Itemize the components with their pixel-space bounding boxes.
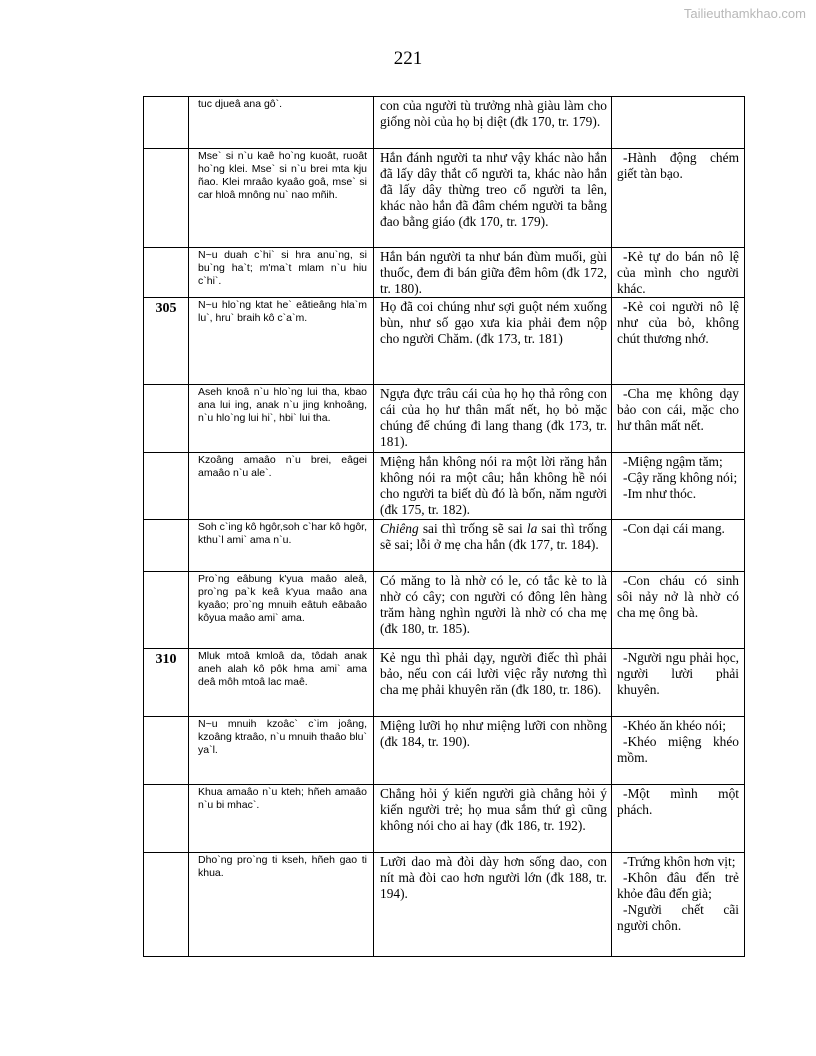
row-number: 310 [144,649,189,717]
translation: Có măng to là nhờ có le, có tắc kè to là nhờ có cây; con người có đông lên hàng trăm hàng nghìn người là nhờ có cha mẹ (đk 180, tr. 185). [374,572,612,649]
equivalent [612,149,745,248]
row-number: 305 [144,298,189,385]
source-proverb: Kzoâng amaâo n`u brei, eâgei amaâo n`u ale`. [189,453,374,520]
table-row [144,453,745,520]
table-row [144,248,745,298]
equivalent [612,298,745,385]
equivalent [612,453,745,520]
equivalent [612,97,745,149]
row-number [144,149,189,248]
translation: Lưỡi dao mà đòi dày hơn sống dao, con nít mà đòi cao hơn người lớn (đk 188, tr. 194). [374,853,612,957]
row-number [144,572,189,649]
equivalent [612,853,745,957]
translation-italic: la [526,521,538,536]
equivalent-line: -Trứng khôn hơn vịt; [623,854,736,869]
table-row [144,785,745,853]
equivalent [612,385,745,453]
equivalent-line: -Hành động chém giết tàn bạo. [617,150,739,181]
table-row [144,717,745,785]
proverb-table [143,96,745,957]
source-proverb: Soh c`ing kô hgôr,soh c`har kô hgôr, kthu`l ami` ama n`u. [189,520,374,572]
translation: Hắn bán người ta như bán đùm muối, gùi thuốc, đem đi bán giữa đêm hôm (đk 172, tr. 180). [374,248,612,298]
equivalent [612,717,745,785]
row-number [144,717,189,785]
equivalent-line: -Im như thóc. [623,486,697,501]
source-proverb: N~u duah c`hi` si hra anu`ng, si bu`ng ha`t; m'ma`t mlam n`u hiu c`hi`. [189,248,374,298]
row-number [144,385,189,453]
equivalent-line: -Cha mẹ không dạy bảo con cái, mặc cho hư thân mất nết. [617,386,739,433]
equivalent-line: -Người ngu phải học, người lười phải khuyên. [617,650,739,697]
row-number [144,520,189,572]
row-number [144,97,189,149]
equivalent-line: -Khôn đâu đến trẻ khỏe đâu đến già; [617,870,739,901]
equivalent [612,649,745,717]
translation: Hắn đánh người ta như vậy khác nào hắn đã lấy dây thắt cổ người ta, khác nào hắn đã lấy dây thừng treo cổ người ta lên, khác nào hắn đã đâm chém người ta bằng đao bằng giáo (đk 170, tr. 179). [374,149,612,248]
equivalent [612,785,745,853]
source-proverb: N~u mnuih kzoâc` c`im joâng, kzoâng ktraâo, n`u mnuih thaâo blu` ya`l. [189,717,374,785]
translation-part: sai thì trống sẽ sai; lỗi ở mẹ cha hắn (đk 177, tr. 184). [380,521,607,552]
equivalent-line: -Con dại cái mang. [623,521,725,536]
translation: Miệng lưỡi họ như miệng lưỡi con nhồng (đk 184, tr. 190). [374,717,612,785]
equivalent-line: -Một mình một phách. [617,786,739,817]
equivalent-line: -Khéo ăn khéo nói; [623,718,727,733]
equivalent-line: -Kẻ tự do bán nô lệ của mình cho người khác. [617,249,739,296]
row-number [144,453,189,520]
source-proverb: tuc djueâ ana gô`. [189,97,374,149]
source-proverb: Aseh knoâ n`u hlo`ng lui tha, kbao ana lui ing, anak n`u jing knhoâng, n`u hlo`ng lui hi`, hbi` lui tha. [189,385,374,453]
source-proverb: Dho`ng pro`ng ti kseh, hñeh gao ti khua. [189,853,374,957]
watermark: Tailieuthamkhao.com [683,6,806,21]
source-proverb: Pro`ng eâbung k'yua maâo aleâ, pro`ng pa`k keâ k'yua maâo ana kyaâo; pro`ng mnuih eâtuh eâbaâo kôyua maâo ami` ama. [189,572,374,649]
equivalent [612,572,745,649]
translation: Miệng hắn không nói ra một lời răng hắn không nói ra một câu; hắn không hề nói cho người ta biết dù đó là bốn, năm người (đk 175, tr. 182). [374,453,612,520]
source-proverb: N~u hlo`ng ktat he` eâtieâng hla`m lu`, hru` braih kô c`a`m. [189,298,374,385]
row-number [144,853,189,957]
table-row [144,149,745,248]
translation [374,520,612,572]
translation: Kẻ ngu thì phải dạy, người điếc thì phải bảo, nếu con cái lười việc rẫy nương thì cha mẹ phải khuyên răn (đk 180, tr. 186). [374,649,612,717]
source-proverb: Mluk mtoâ kmloâ da, tôdah anak aneh alah kô pôk hma ami` ama deâ môh mtoâ lac maê. [189,649,374,717]
page-number: 221 [393,48,423,69]
translation-part: sai thì trống sẽ sai [418,521,527,536]
table-row [144,385,745,453]
translation: Họ đã coi chúng như sợi guột ném xuống bùn, như số gạo xưa kia phải đem nộp cho người Chăm. (đk 173, tr. 181) [374,298,612,385]
row-number [144,248,189,298]
table-row [144,649,745,717]
equivalent-line: -Người chết cãi người chôn. [617,902,739,933]
equivalent-line: -Khéo miệng khéo mồm. [617,734,739,765]
equivalent-line: -Cậy răng không nói; [623,470,738,485]
equivalent [612,520,745,572]
equivalent [612,248,745,298]
row-number [144,785,189,853]
table-row [144,97,745,149]
equivalent-line: -Con cháu có sinh sôi nảy nở là nhờ có cha mẹ ông bà. [617,573,739,620]
translation: Chẳng hỏi ý kiến người già chẳng hỏi ý kiến người trẻ; họ mua sắm thứ gì cũng không nói cho ai hay (đk 186, tr. 192). [374,785,612,853]
source-proverb: Mse` si n`u kaê ho`ng kuoât, ruoât ho`ng klei. Mse` si n`u brei mta kju ñao. Klei mraâo kyaâo goâ, mse` si car hloâ mnông nu` nao mñih. [189,149,374,248]
equivalent-line: -Miệng ngậm tăm; [623,454,723,469]
translation: Ngựa đực trâu cái của họ họ thả rông con cái của họ hư thân mất nết, họ bỏ mặc chúng để chúng đi lang thang (đk 173, tr. 181). [374,385,612,453]
translation: con của người tù trưởng nhà giàu làm cho giống nòi của họ bị diệt (đk 170, tr. 179). [374,97,612,149]
table-row [144,853,745,957]
source-proverb: Khua amaâo n`u kteh; hñeh amaâo n`u bi mhac`. [189,785,374,853]
table-row [144,572,745,649]
table-row [144,298,745,385]
table-row [144,520,745,572]
translation-italic: Chiêng [380,521,419,536]
equivalent-line: -Kẻ coi người nô lệ như của bỏ, không chút thương nhớ. [617,299,739,346]
